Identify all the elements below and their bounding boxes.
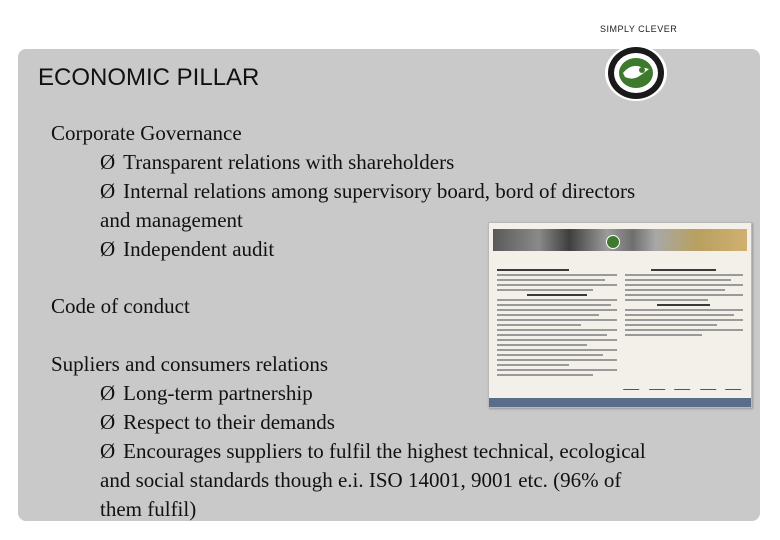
arrow-bullet-icon: Ø — [100, 179, 116, 203]
bullet-text: Internal relations among supervisory board, bord of directors — [123, 179, 636, 203]
bullet-text: Respect to their demands — [123, 410, 335, 434]
governance-item-2 — [100, 179, 635, 204]
suppliers-heading: Supliers and consumers relations — [51, 352, 329, 376]
governance-heading: Corporate Governance — [51, 121, 242, 145]
governance-item-1 — [100, 150, 454, 175]
bullet-text: Long-term partnership — [123, 381, 313, 405]
document-signatures — [625, 379, 743, 393]
document-logo-icon — [606, 235, 620, 249]
arrow-bullet-icon: Ø — [100, 150, 116, 174]
bullet-text: Independent audit — [123, 237, 275, 261]
conduct-heading: Code of conduct — [51, 294, 190, 318]
document-footer-bar — [489, 398, 751, 407]
slide-title: ECONOMIC PILLAR — [38, 64, 260, 91]
skoda-logo-icon — [605, 45, 667, 101]
document-left-column — [497, 269, 617, 379]
bullet-text: Transparent relations with shareholders — [123, 150, 455, 174]
arrow-bullet-icon: Ø — [100, 410, 116, 434]
suppliers-item-1 — [100, 381, 313, 406]
arrow-bullet-icon: Ø — [100, 381, 116, 405]
brand-tagline: SIMPLY CLEVER — [600, 24, 678, 34]
arrow-bullet-icon: Ø — [100, 237, 116, 261]
bullet-text: Encourages suppliers to fulfil the highest technical, ecological — [123, 439, 646, 463]
suppliers-item-3 — [100, 439, 646, 464]
suppliers-item-3-continued-2: them fulfil) — [100, 497, 197, 521]
document-photo-strip — [493, 229, 747, 251]
suppliers-item-3-continued: and social standards though e.i. ISO 14001, 9001 etc. (96% of — [100, 468, 622, 492]
arrow-bullet-icon: Ø — [100, 439, 116, 463]
governance-item-2-continued: and management — [100, 208, 243, 232]
code-of-conduct-document-icon — [488, 222, 752, 408]
document-right-column — [625, 269, 743, 339]
governance-item-3 — [100, 237, 274, 262]
suppliers-item-2 — [100, 410, 335, 435]
